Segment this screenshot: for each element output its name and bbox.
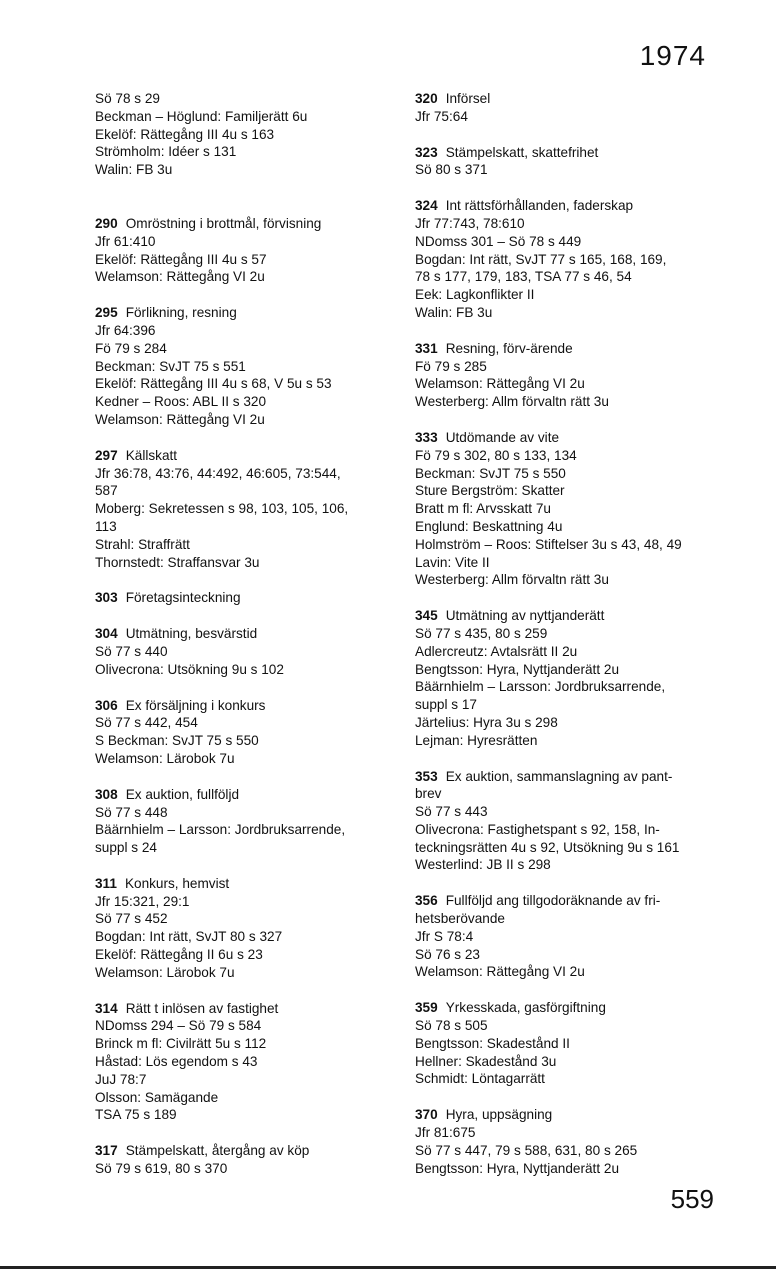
entry-reference: Bogdan: Int rätt, SvJT 80 s 327 [95,929,283,945]
entry-reference: NDomss 301 – Sö 78 s 449 [415,233,582,249]
index-entry [95,625,385,678]
entry-reference: Bengtsson: Hyra, Nyttjanderätt 2u [415,1160,620,1176]
entry-number: 324 [415,198,438,214]
entry-number: 297 [95,447,118,463]
index-entry [95,786,385,857]
entry-reference: Jfr 64:396 [95,322,156,338]
entry-number: 370 [415,1107,438,1123]
entry-reference: Adlercreutz: Avtalsrätt II 2u [415,643,578,659]
entry-reference: Håstad: Lös egendom s 43 [95,1054,258,1070]
entry-number: 331 [415,340,438,356]
entry-heading [415,892,715,910]
entry-reference: suppl s 24 [95,840,157,856]
entry-number: 314 [95,1000,118,1016]
entry-title: Införsel [445,91,491,106]
entry-heading [415,768,715,786]
index-entry [95,697,385,768]
index-entry [415,197,715,322]
entry-reference: 113 [95,518,117,534]
entry-reference: Beckman: SvJT 75 s 551 [95,358,246,374]
index-entry [95,589,385,607]
entry-reference: Jfr 36:78, 43:76, 44:492, 46:605, 73:544, [95,465,341,481]
entry-reference: Olivecrona: Fastighetspant s 92, 158, In- [415,821,660,837]
entry-title: Omröstning i brottmål, förvisning [125,215,322,231]
entry-reference: Brinck m fl: Civilrätt 5u s 112 [95,1036,267,1052]
index-entry [415,999,715,1088]
entry-title: Fullföljd ang tillgodoräknande av fri- [445,893,661,909]
entry-number: 304 [95,626,118,642]
entry-number: 323 [415,144,438,160]
index-entry [95,90,385,179]
entry-reference: Sö 77 s 440 [95,643,168,659]
entry-reference: 587 [95,483,118,499]
entry-title: Ex auktion, fullföljd [125,786,240,802]
entry-reference: Welamson: Lärobok 7u [95,750,235,766]
entry-reference: Walin: FB 3u [415,304,493,320]
index-entry [415,429,715,589]
entry-reference: Jfr S 78:4 [415,928,474,944]
entry-reference: Westerberg: Allm förvaltn rätt 3u [415,394,609,410]
entry-title: Källskatt [125,447,178,463]
entry-reference: Welamson: Rättegång VI 2u [95,411,265,427]
entry-reference: Sö 77 s 435, 80 s 259 [415,625,548,641]
entry-number: 333 [415,429,438,445]
entry-reference: Englund: Beskattning 4u [415,518,563,534]
entry-reference: JuJ 78:7 [95,1071,147,1087]
entry-title: Ex auktion, sammanslagning av pant- [445,768,673,784]
entry-reference: Holmström – Roos: Stiftelser 3u s 43, 48, 49 [415,536,682,552]
entry-reference: Sö 79 s 619, 80 s 370 [95,1161,228,1177]
entry-reference: Fö 79 s 302, 80 s 133, 134 [415,447,577,463]
entry-reference: Sö 77 s 447, 79 s 588, 631, 80 s 265 [415,1142,638,1158]
entry-number: 353 [415,768,438,784]
entry-heading [95,1000,385,1018]
entry-reference: Westerlind: JB II s 298 [415,857,551,873]
entry-title: Hyra, uppsägning [445,1107,553,1123]
entry-reference: Bratt m fl: Arvsskatt 7u [415,501,551,517]
entry-reference: Jfr 15:321, 29:1 [95,893,190,909]
entry-reference: hetsberövande [415,911,505,927]
entry-reference: TSA 75 s 189 [95,1107,177,1123]
entry-heading [415,429,715,447]
entry-reference: Welamson: Rättegång VI 2u [415,376,585,392]
entry-reference: Sö 77 s 452 [95,911,168,927]
index-entry [415,768,715,875]
index-entry [95,875,385,982]
entry-number: 317 [95,1143,118,1159]
entry-heading [95,304,385,322]
entry-reference: Sö 80 s 371 [415,162,488,178]
entry-reference: Bogdan: Int rätt, SvJT 77 s 165, 168, 169, [415,251,667,267]
entry-reference: Ekelöf: Rättegång III 4u s 68, V 5u s 53 [95,376,332,392]
page-number: 559 [670,1184,714,1214]
entry-title: Resning, förv-ärende [445,340,573,356]
left-column [95,90,385,1196]
entry-heading [95,1142,385,1160]
entry-title: Int rättsförhållanden, faderskap [445,198,634,214]
index-entry [95,304,385,429]
entry-reference: Olsson: Samägande [95,1089,219,1105]
entry-number: 311 [95,875,117,891]
entry-reference: Sö 77 s 442, 454 [95,715,198,731]
entry-reference: Ekelöf: Rättegång III 4u s 57 [95,251,267,267]
entry-heading [415,144,715,162]
index-entry [415,90,715,126]
index-entry [95,1000,385,1125]
entry-reference: Welamson: Lärobok 7u [95,964,235,980]
entry-title: Utmätning, besvärstid [125,626,258,642]
entry-number: 295 [95,305,118,321]
entry-number: 356 [415,893,438,909]
entry-reference: Bengtsson: Hyra, Nyttjanderätt 2u [415,661,620,677]
entry-title: Företagsinteckning [125,590,241,606]
index-entry [95,215,385,286]
entry-reference: Beckman – Höglund: Familjerätt 6u [95,108,308,124]
entry-number: 303 [95,590,118,606]
entry-reference: Jfr 61:410 [95,233,156,249]
page-year: 1974 [639,40,706,71]
entry-heading [95,697,385,715]
entry-number: 306 [95,697,118,713]
entry-reference: Jfr 75:64 [415,108,468,124]
entry-title: Ex försäljning i konkurs [125,697,266,713]
entry-reference: Welamson: Rättegång VI 2u [95,269,265,285]
entry-reference: Jfr 77:743, 78:610 [415,215,525,231]
entry-reference: Sö 78 s 505 [415,1018,488,1034]
index-entry [415,892,715,981]
right-column [415,90,715,1195]
entry-reference: S Beckman: SvJT 75 s 550 [95,733,259,749]
entry-title: Utmätning av nyttjanderätt [445,608,605,624]
entry-title: Förlikning, resning [125,305,237,321]
entry-title: Rätt t inlösen av fastighet [125,1000,279,1016]
entry-reference: Westerberg: Allm förvaltn rätt 3u [415,572,609,588]
entry-reference: Fö 79 s 284 [95,340,167,356]
entry-heading [95,447,385,465]
entry-reference: Bäärnhielm – Larsson: Jordbruksarrende, [415,679,666,695]
entry-reference: Kedner – Roos: ABL II s 320 [95,394,267,410]
entry-heading [415,90,715,108]
index-entry [415,1106,715,1177]
entry-heading [415,607,715,625]
entry-title: Utdömande av vite [445,429,560,445]
index-entry [95,1142,385,1178]
index-entry [95,447,385,572]
entry-number: 290 [95,215,118,231]
entry-reference: teckningsrätten 4u s 92, Utsökning 9u s 161 [415,839,680,855]
entry-number: 320 [415,91,438,106]
entry-reference: Lavin: Vite II [415,554,490,570]
entry-reference: NDomss 294 – Sö 79 s 584 [95,1018,262,1034]
entry-reference: Sture Bergström: Skatter [415,483,565,499]
entry-heading [95,625,385,643]
entry-reference: Sö 76 s 23 [415,946,480,962]
entry-reference: Bengtsson: Skadestånd II [415,1035,570,1051]
entry-heading [95,215,385,233]
entry-heading [415,999,715,1017]
entry-reference: Sö 77 s 448 [95,804,168,820]
entry-reference: Järtelius: Hyra 3u s 298 [415,714,558,730]
entry-reference: Bäärnhielm – Larsson: Jordbruksarrende, [95,822,346,838]
index-entry [415,340,715,411]
entry-reference: Hellner: Skadestånd 3u [415,1053,557,1069]
index-entry [415,607,715,749]
entry-reference: Welamson: Rättegång VI 2u [415,964,585,980]
entry-reference: Fö 79 s 285 [415,358,487,374]
entry-heading [95,875,385,893]
entry-reference: Sö 78 s 29 [95,91,160,106]
entry-heading [415,340,715,358]
entry-reference: Thornstedt: Straffansvar 3u [95,554,260,570]
entry-heading [95,786,385,804]
entry-reference: Ekelöf: Rättegång III 4u s 163 [95,126,275,142]
entry-number: 359 [415,1000,438,1016]
entry-heading [415,1106,715,1124]
entry-reference: Walin: FB 3u [95,162,173,178]
entry-reference: brev [415,786,442,802]
entry-reference: Strahl: Straffrätt [95,536,190,552]
entry-reference: Strömholm: Idéer s 131 [95,144,237,160]
entry-reference: Schmidt: Löntagarrätt [415,1071,545,1087]
entry-reference: Ekelöf: Rättegång II 6u s 23 [95,947,263,963]
entry-reference: Lejman: Hyresrätten [415,732,538,748]
entry-reference: Jfr 81:675 [415,1125,476,1141]
entry-reference: Sö 77 s 443 [415,804,488,820]
index-entry [415,144,715,180]
entry-reference: Moberg: Sekretessen s 98, 103, 105, 106, [95,501,349,517]
entry-title: Stämpelskatt, återgång av köp [125,1143,310,1159]
entry-heading [95,589,385,607]
entry-reference: 78 s 177, 179, 183, TSA 77 s 46, 54 [415,269,632,285]
entry-reference: suppl s 17 [415,697,477,713]
entry-title: Stämpelskatt, skattefrihet [445,144,599,160]
entry-title: Yrkesskada, gasförgiftning [445,1000,606,1016]
entry-number: 308 [95,786,118,802]
entry-heading [415,197,715,215]
entry-title: Konkurs, hemvist [124,875,230,891]
entry-reference: Beckman: SvJT 75 s 550 [415,465,566,481]
entry-number: 345 [415,608,438,624]
entry-reference: Eek: Lagkonflikter II [415,287,535,303]
entry-reference: Olivecrona: Utsökning 9u s 102 [95,661,284,677]
